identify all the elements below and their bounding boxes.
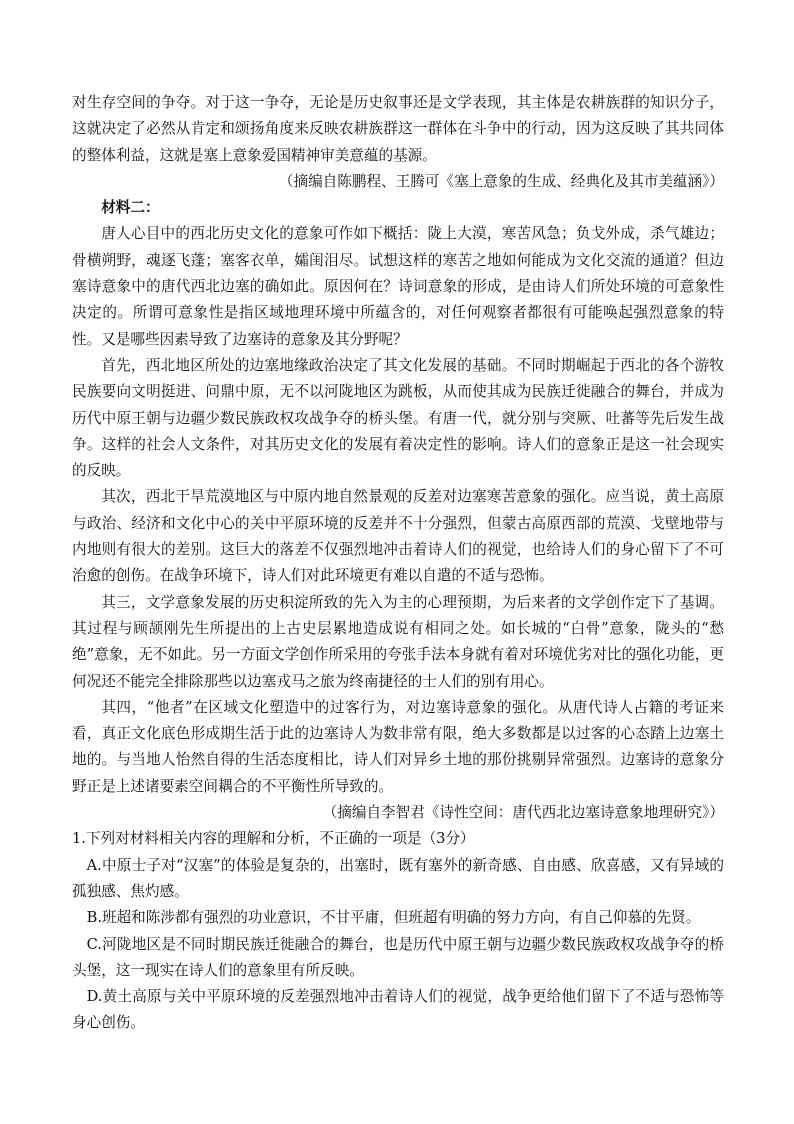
question-stem: 1.下列对材料相关内容的理解和分析，不正确的一项是（3分） bbox=[72, 830, 475, 848]
option-d: D.黄土高原与关中平原环境的反差强烈地冲击着诗人们的视觉，战争更给他们留下了不适与恐怖等身心创伤。 bbox=[72, 988, 724, 1032]
document-page bbox=[72, 90, 724, 1037]
material1-tail: 对生存空间的争夺。对于这一争夺，无论是历史叙事还是文学表现，其主体是农耕族群的知识分子，这就决定了必然从肯定和颂扬角度来反映农耕族群这一群体在斗争中的行动，因为这反映了其共同体的整体利益，这就是塞上意象爱国精神审美意蕴的基源。 bbox=[72, 94, 724, 164]
option-c: C.河陇地区是不同时期民族迁徙融合的舞台，也是历代中原王朝与边疆少数民族政权攻战争夺的桥头堡，这一现实在诗人们的意象里有所反映。 bbox=[72, 935, 724, 979]
paragraph: 其三，文学意象发展的历史积淀所致的先入为主的心理预期，为后来者的文学创作定下了基调。其过程与顾颉刚先生所提出的上古史层累地造成说有相同之处。如长城的“白骨”意象，陇头的“愁绝”意象，无不如此。另一方面文学创作所采用的夸张手法本身就有着对环境优劣对比的强化功能，更何况还不能完全排除那些以边塞戎马之旅为终南捷径的士人们的别有用心。 bbox=[72, 593, 724, 690]
paragraph: 其四，“他者”在区域文化塑造中的过客行为，对边塞诗意象的强化。从唐代诗人占籍的考证来看，真正文化底色形成期生活于此的边塞诗人为数非常有限，绝大多数都是以过客的心态踏上边塞土地的。与当地人怡然自得的生活态度相比，诗人们对异乡土地的那份挑剔异常强烈。边塞诗的意象分野正是上述诸要素空间耦合的不平衡性所导致的。 bbox=[72, 698, 724, 795]
material2-heading: 材料二： bbox=[101, 199, 160, 217]
citation-1: （摘编自陈鹏程、王腾可《塞上意象的生成、经典化及其市美蕴涵》） bbox=[278, 172, 724, 190]
paragraph: 唐人心目中的西北历史文化的意象可作如下概括：陇上大漠，寒苦风急；负戈外成，杀气雄边；骨横朔野，魂逐飞蓬；塞客衣单，孀闺泪尽。试想这样的寒苦之地如何能成为文化交流的通道？但边塞诗意象中的唐代西北边塞的确如此。原因何在？诗词意象的形成，是由诗人们所处环境的可意象性决定的。所谓可意象性是指区域地理环境中所蕴含的，对任何观察者都很有可能唤起强烈意象的特性。又是哪些因素导致了边塞诗的意象及其分野呢？ bbox=[72, 225, 724, 348]
paragraph: 其次，西北干旱荒漠地区与中原内地自然景观的反差对边塞寒苦意象的强化。应当说，黄土高原与政治、经济和文化中心的关中平原环境的反差并不十分强烈，但蒙古高原西部的荒漠、戈壁地带与内地则有很大的差别。这巨大的落差不仅强烈地冲击着诗人们的视觉，也给诗人们的身心留下了不可治愈的创伤。在战争环境下，诗人们对此环境更有难以自遣的不适与恐怖。 bbox=[72, 488, 724, 585]
option-a: A.中原士子对“汉塞”的体验是复杂的，出塞时，既有塞外的新奇感、自由感、欣喜感，又有异域的孤独感、焦灼感。 bbox=[72, 856, 724, 900]
citation-2: （摘编自李智君《诗性空间：唐代西北边塞诗意象地理研究》） bbox=[322, 804, 724, 822]
option-b: B.班超和陈涉都有强烈的功业意识，不甘平庸，但班超有明确的努力方向，有自己仰慕的先贤。 bbox=[86, 909, 701, 927]
paragraph: 首先，西北地区所处的边塞地缘政治决定了其文化发展的基础。不同时期崛起于西北的各个游牧民族要向文明挺进、问鼎中原，无不以河陇地区为跳板，从而使其成为民族迁徙融合的舞台，并成为历代中原王朝与边疆少数民族政权攻战争夺的桥头堡。有唐一代，就分别与突厥、吐蕃等先后发生战争。这样的社会人文条件，对其历史文化的发展有着决定性的影响。诗人们的意象正是这一社会现实的反映。 bbox=[72, 356, 724, 480]
